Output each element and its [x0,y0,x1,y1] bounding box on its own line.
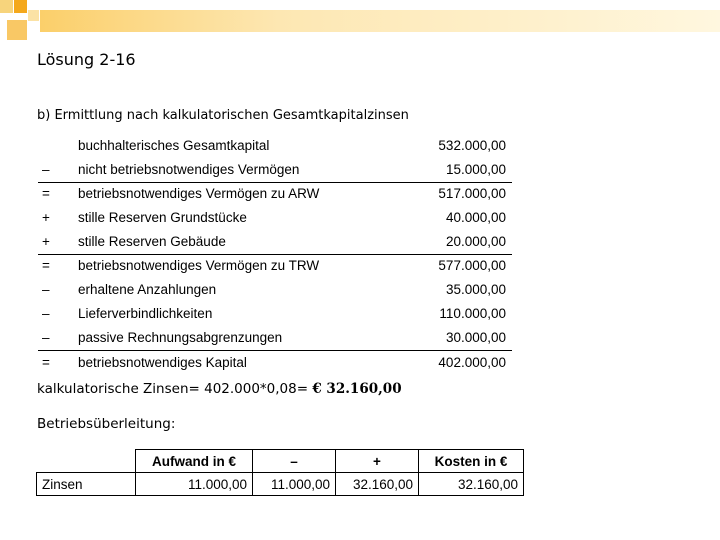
calc-row [38,158,512,183]
calc-label: nicht betriebsnotwendiges Vermögen [78,162,300,177]
interest-formula-text: kalkulatorische Zinsen= 402.000*0,08= [37,381,313,397]
interest-formula [37,381,402,397]
bridge-header-cell [37,450,136,473]
calc-amount: 110.000,00 [439,306,506,321]
calc-operator: = [42,258,50,273]
interest-result: € 32.160,00 [312,381,402,397]
calc-label: Lieferverbindlichkeiten [78,306,213,321]
calc-row [38,278,512,302]
decorative-header-band [0,0,720,42]
calc-row [38,351,512,375]
calc-row [38,326,512,351]
calc-row [38,302,512,326]
calc-row [38,206,512,230]
calc-amount: 517.000,00 [438,186,506,201]
bridge-title: Betriebsüberleitung: [37,416,176,432]
table-row [37,473,524,496]
calc-label: stille Reserven Gebäude [78,234,226,249]
bridge-cell-plus: 32.160,00 [336,473,419,496]
bridge-cell-minus: 11.000,00 [253,473,336,496]
decorative-square [7,20,27,40]
bridge-header-cell: Aufwand in € [136,450,253,473]
calc-label: betriebsnotwendiges Vermögen zu TRW [78,258,320,273]
calc-label: erhaltene Anzahlungen [78,282,217,297]
bridge-header-cell: + [336,450,419,473]
slide-title: Lösung 2-16 [37,50,136,69]
calc-operator: – [42,162,50,177]
calc-amount: 577.000,00 [438,258,506,273]
bridge-header-cell: – [253,450,336,473]
calc-amount: 20.000,00 [445,234,506,249]
calc-row [38,230,512,255]
calc-operator: – [42,282,50,297]
calc-row [38,254,512,278]
calc-amount: 532.000,00 [438,138,506,153]
calc-operator: – [42,330,50,345]
bridge-header-row [37,450,524,473]
section-subtitle: b) Ermittlung nach kalkulatorischen Gesamtkapitalzinsen [37,108,409,123]
bridge-cell-expense: 11.000,00 [136,473,253,496]
decorative-square [28,10,39,21]
bridge-cell-item: Zinsen [37,473,136,496]
calc-operator: – [42,306,50,321]
calc-label: passive Rechnungsabgrenzungen [78,330,283,345]
calc-operator: + [42,210,50,225]
bridge-header-cell: Kosten in € [419,450,524,473]
calc-label: betriebsnotwendiges Vermögen zu ARW [78,186,320,201]
calc-amount: 402.000,00 [438,355,506,370]
calc-label: stille Reserven Grundstücke [78,210,247,225]
decorative-square [14,0,27,13]
bridge-cell-cost: 32.160,00 [419,473,524,496]
calc-amount: 30.000,00 [445,330,506,345]
calc-amount: 40.000,00 [445,210,506,225]
calc-row [38,182,512,206]
calc-amount: 15.000,00 [445,162,506,177]
calc-operator: + [42,234,50,249]
decorative-square [0,0,13,13]
gradient-bar [40,10,720,32]
calc-amount: 35.000,00 [445,282,506,297]
calc-operator: = [42,186,50,201]
calc-operator: = [42,355,50,370]
bridge-table [36,449,524,496]
calc-label: betriebsnotwendiges Kapital [78,355,247,370]
calc-row [38,134,512,158]
calc-label: buchhalterisches Gesamtkapital [78,138,270,153]
